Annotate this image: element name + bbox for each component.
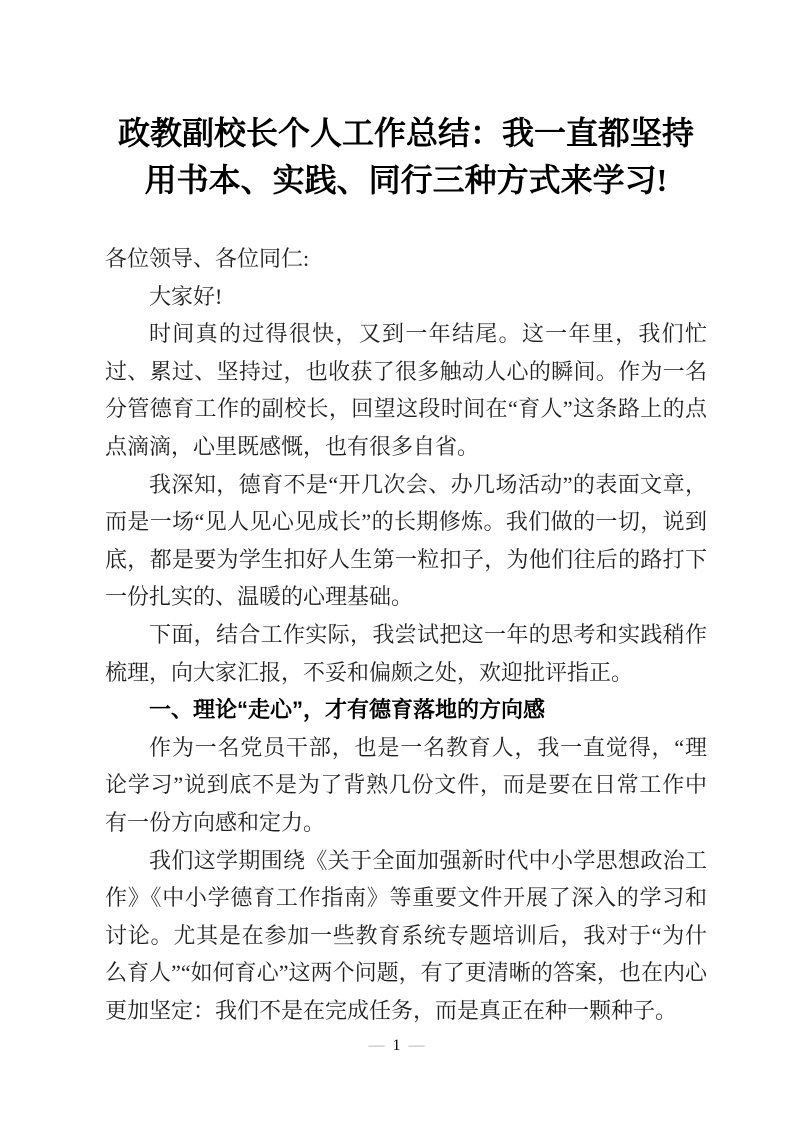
footer-left-dash: — (368, 1037, 385, 1054)
paragraph: 作为一名党员干部，也是一名教育人，我一直觉得，“理论学习”说到底不是为了背熟几份文件，而是要在日常工作中有一份方向感和定力。 (105, 734, 707, 835)
page-number: 1 (392, 1037, 401, 1054)
footer-right-dash: — (408, 1037, 425, 1054)
paragraph: 大家好! (149, 283, 223, 309)
paragraph: 时间真的过得很快，又到一年结尾。这一年里，我们忙过、累过、坚持过，也收获了很多触动人心的瞬间。作为一名分管德育工作的副校长，回望这段时间在“育人”这条路上的点点滴滴，心里既感慨，也有很多自省。 (105, 321, 707, 459)
section-heading: 一、理论“走心”，才有德育落地的方向感 (149, 697, 546, 723)
paragraph: 我们这学期围绕《关于全面加强新时代中小学思想政治工作》《中小学德育工作指南》等重要文件开展了深入的学习和讨论。尤其是在参加一些教育系统专题培训后，我对于“为什么育人”“如何育心”这两个问题，有了更清晰的答案，也在内心更加坚定：我们不是在完成任务，而是真正在种一颗种子。 (105, 847, 707, 1023)
document-title: 政教副校长个人工作总结：我一直都坚持用书本、实践、同行三种方式来学习! (117, 115, 694, 198)
page-footer (0, 1036, 793, 1056)
paragraph: 下面，结合工作实际，我尝试把这一年的思考和实践稍作梳理，向大家汇报，不妥和偏颇之处，欢迎批评指正。 (105, 621, 707, 685)
paragraph: 各位领导、各位同仁: (105, 246, 310, 271)
document-body (105, 240, 707, 1029)
paragraph: 我深知，德育不是“开几次会、办几场活动”的表面文章，而是一场“见人见心见成长”的长期修炼。我们做的一切，说到底，都是要为学生扣好人生第一粒扣子，为他们往后的路打下一份扎实的、温暖的心理基础。 (105, 471, 707, 610)
